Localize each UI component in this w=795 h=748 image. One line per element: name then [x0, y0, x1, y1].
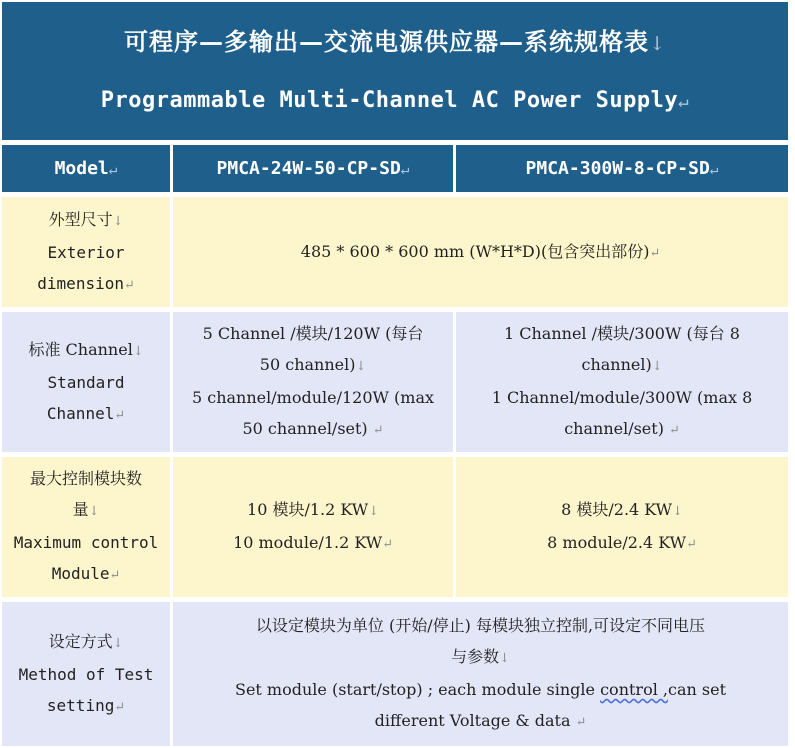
label-standard: 标准 Channel↓ Standard Channel↵ — [2, 312, 170, 452]
title-en: Programmable Multi-Channel AC Power Supply↵ — [100, 88, 690, 113]
label-exterior: 外型尺寸↓ Exterior dimension↵ — [2, 197, 170, 307]
label-maximum: 最大控制模块数 量↓ Maximum control Module↵ — [2, 457, 170, 597]
title-block — [2, 2, 788, 140]
label-method: 设定方式↓ Method of Test setting↵ — [2, 602, 170, 746]
header-col1: PMCA-24W-50-CP-SD↵ — [173, 145, 453, 192]
header-model: Model↵ — [2, 145, 170, 192]
value-standard-col2: 1 Channel /模块/300W (每台 8 channel)↓ 1 Channel/module/300W (max 8 channel/set) ↵ — [456, 312, 788, 452]
value-exterior: 485 * 600 * 600 mm (W*H*D)(包含突出部份)↵ — [173, 197, 788, 307]
value-method: 以设定模块为单位 (开始/停止) 每模块独立控制,可设定不同电压 与参数↓ Set module (start/stop) ; each module single control ,can set different Voltage & data ↵ — [173, 602, 788, 746]
title-cn: 可程序—多输出—交流电源供应器—系统规格表↓ — [123, 27, 667, 56]
value-maximum-col1: 10 模块/1.2 KW↓ 10 module/1.2 KW↵ — [173, 457, 453, 597]
value-maximum-col2: 8 模块/2.4 KW↓ 8 module/2.4 KW↵ — [456, 457, 788, 597]
header-col2: PMCA-300W-8-CP-SD↵ — [456, 145, 788, 192]
value-standard-col1: 5 Channel /模块/120W (每台 50 channel)↓ 5 channel/module/120W (max 50 channel/set) ↵ — [173, 312, 453, 452]
